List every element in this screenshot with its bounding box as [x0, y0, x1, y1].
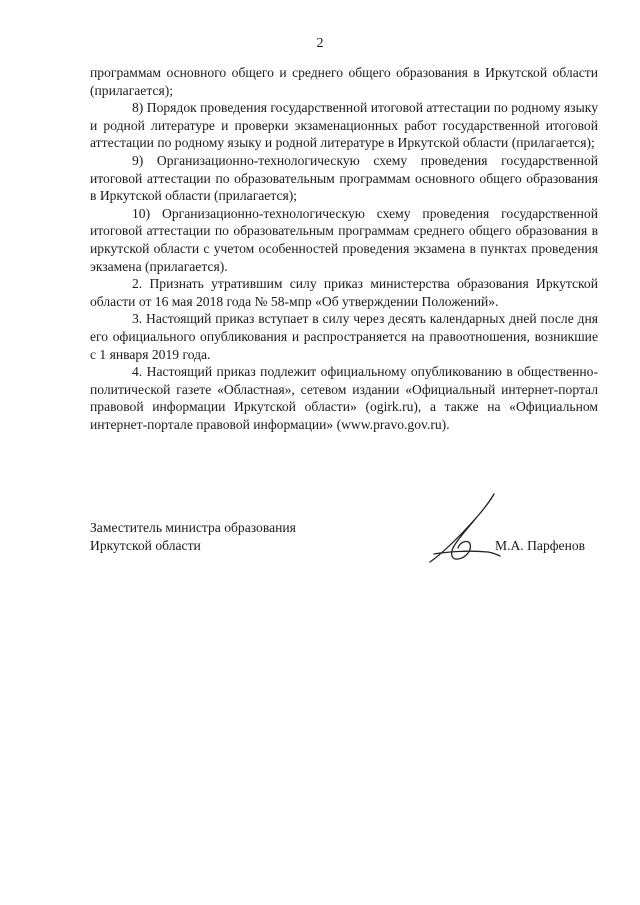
- signatory-name: М.А. Парфенов: [495, 538, 586, 553]
- paragraph-item-8: 8) Порядок проведения государственной итоговой аттестации по родному языку и родной литературе и проверки экзаменационных работ государственной итоговой аттестации по родному языку и родной литературе в Иркутской области (прилагается);: [90, 100, 598, 151]
- paragraph-item-10: 10) Организационно-технологическую схему проведения государственной итоговой аттестации по образовательным программам среднего общего образования в иркутской области с учетом особенностей проведения экзамена в пунктах проведения экзамена (прилагается).: [90, 205, 598, 274]
- signatory-position-line-1: Заместитель министра образования: [90, 520, 296, 535]
- paragraph-clause-3: 3. Настоящий приказ вступает в силу через десять календарных дней после дня его официального опубликования и распространяется на правоотношения, возникшие с 1 января 2019 года.: [90, 311, 598, 362]
- signatory-position: [90, 519, 296, 555]
- page-number: 2: [316, 36, 324, 51]
- paragraph-clause-2: 2. Признать утратившим силу приказ министерства образования Иркутской области от 16 мая 2018 года № 58-мпр «Об утверждении Положений».: [90, 276, 598, 309]
- paragraph-item-9: 9) Организационно-технологическую схему проведения государственной итоговой аттестации по образовательным программам основного общего образования в Иркутской области (прилагается);: [90, 152, 598, 204]
- document-body: [90, 64, 598, 433]
- handwritten-signature: [420, 492, 510, 570]
- paragraph-clause-4: 4. Настоящий приказ подлежит официальному опубликованию в общественно-политической газете «Областная», сетевом издании «Официальный интернет-портал правовой информации Иркутской области» (ogirk.ru), а также на «Официальном интернет-портале правовой информации» (www.pravo.gov.ru).: [90, 364, 598, 432]
- paragraph-continuation: программам основного общего и среднего общего образования в Иркутской области (прилагается);: [90, 65, 598, 98]
- signatory-position-line-2: Иркутской области: [90, 538, 201, 553]
